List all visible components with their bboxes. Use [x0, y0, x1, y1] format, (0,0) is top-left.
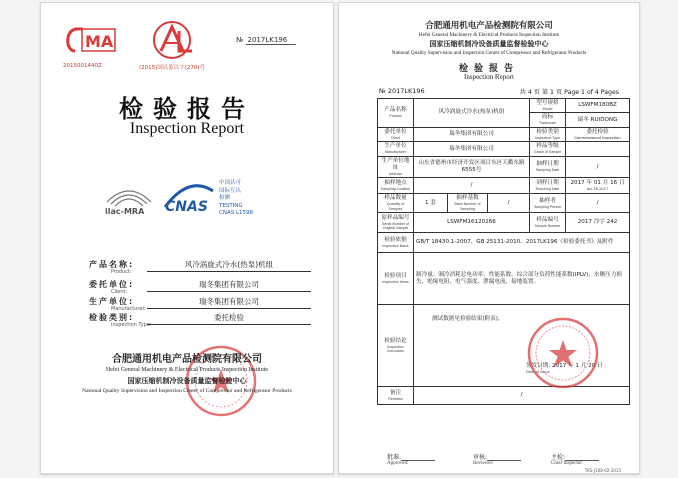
- table-cell-label: [530, 178, 566, 194]
- cma-license-number: 2015001440Z: [63, 63, 102, 69]
- table-cell-label: [530, 194, 566, 213]
- label-en: Manufacturer: [384, 150, 407, 155]
- field-value: 风冷涡旋式冷水(热泵)机组: [147, 259, 311, 272]
- red-seal-stamp-icon: [525, 315, 601, 391]
- cover-page: [40, 2, 334, 474]
- cnas-caption-line: 中国认可: [219, 180, 242, 186]
- cnas-caption-line: 检测: [219, 195, 231, 202]
- label-cn: 型号规格: [536, 100, 559, 106]
- reaching-date-value: [566, 178, 630, 194]
- report-org-name-cn: 合肥通用机电产品检测院有限公司: [425, 21, 553, 31]
- label-en: Quantity of Samples: [386, 202, 405, 211]
- report-center-name-en: National Quality Supervision and Inspection Center of Compressor and Refrigerator Products: [391, 50, 587, 56]
- trademark-value: 瑞冬 RUIDONG: [566, 113, 630, 127]
- table-cell-label: [378, 194, 414, 213]
- label-en: Serial Number of Original Sample: [382, 221, 409, 231]
- type-value-en: Commissioned Inspection: [574, 135, 621, 140]
- table-row: [378, 142, 630, 156]
- table-cell-label: [378, 305, 414, 387]
- type-value-cn: 委托检验: [586, 128, 609, 135]
- table-cell-label: [378, 253, 414, 305]
- sig-approved-en: Approved:: [387, 461, 409, 466]
- cal-license-number: (2015)国认监认字(270)号: [139, 65, 206, 71]
- label-en: Sampling Date: [535, 168, 560, 173]
- label-en: Client: [390, 135, 401, 140]
- cal-logo-icon: [137, 19, 207, 61]
- label-cn: 备注: [389, 390, 402, 397]
- label-cn: 抽样日期: [536, 161, 559, 168]
- label-cn: 产品名称: [384, 107, 407, 114]
- table-cell-label: [530, 127, 566, 141]
- table-cell-label: [378, 99, 414, 128]
- table-cell-label: [378, 178, 414, 194]
- table-cell-label: [530, 156, 566, 177]
- field-label: 检验类别:: [89, 313, 135, 322]
- label-cn: 委托单位: [384, 128, 407, 135]
- items-value: 制冷量、制冷消耗总电功率、性能系数、综合部分负荷性能系数(IPLV)、水侧压力损失、绝缘电阻、电气强度、泄漏电流、接地装置。: [414, 253, 630, 305]
- label-en: Inspection Conclusion: [386, 344, 405, 354]
- label-en: Model: [542, 106, 553, 111]
- table-row: [378, 253, 630, 305]
- field-label: 产品名称:: [89, 260, 135, 269]
- serial-number-value: LSWFM16120266: [414, 213, 530, 233]
- table-cell-label: [378, 387, 414, 405]
- reaching-date-en: Jan.16,2017: [586, 187, 609, 192]
- seam-seal-icon: [321, 238, 334, 298]
- field-label: 生产单位:: [89, 297, 135, 306]
- report-page: [338, 2, 640, 474]
- cover-org-name-en: Hefei General Machinery & Electrical Products Inspection Institute: [105, 367, 269, 373]
- report-org-name-en: Hefei General Machinery & Electrical Products Inspection Institute: [418, 32, 560, 38]
- label-en: Sampling Person: [533, 204, 562, 209]
- table-cell-label: [378, 156, 414, 177]
- ilac-mra-text: ilac-MRA: [105, 207, 145, 216]
- issue-date-en: Date of Issue: [526, 370, 550, 375]
- client-value: 瑞冬集团有限公司: [414, 127, 530, 141]
- field-value: 瑞冬集团有限公司: [147, 279, 311, 292]
- conclusion-value: 测试数据见检验结果(附表)。: [432, 316, 504, 323]
- sample-number-value: 2017 冷字 242: [566, 213, 630, 233]
- product-value: 风冷涡旋式冷水(热泵)机组: [414, 99, 530, 128]
- signature-reviewer: [473, 452, 521, 466]
- table-row: [378, 233, 630, 253]
- cnas-caption: [219, 180, 253, 218]
- table-row: [378, 178, 630, 194]
- issue-label: 签发日期:: [526, 363, 551, 370]
- cover-title-en: Inspection Report: [129, 120, 245, 137]
- cover-title-cn: 检验报告: [119, 94, 255, 123]
- quantity-value: 1 套: [414, 194, 448, 213]
- sig-reviewer-en: Reviewer:: [473, 461, 494, 466]
- table-cell-label: [530, 142, 566, 156]
- cover-report-number: [236, 36, 296, 45]
- report-number: № 2017LK196: [379, 87, 425, 95]
- label-en: Sample Number: [534, 224, 561, 229]
- sig-chief-en: Chief Inspector:: [551, 461, 584, 466]
- cover-center-name-en: National Quality Supervision and Inspection Center of Compressor and Refrigerator Products: [82, 388, 292, 394]
- ilac-mra-logo-icon: [101, 178, 157, 218]
- sig-reviewer-label: 审核:: [473, 454, 488, 461]
- label-cn: 样品编号: [536, 217, 559, 224]
- table-row: [378, 99, 630, 113]
- signature-chief: [551, 452, 599, 466]
- label-en: Sampling Location: [380, 187, 411, 192]
- label-en: Product: [389, 114, 402, 119]
- field-label-en: Client:: [111, 289, 128, 295]
- sampling-date-value: /: [566, 156, 630, 177]
- table-row: [378, 194, 630, 213]
- label-cn: 到样日期: [536, 180, 559, 187]
- cma-logo-text: MA: [85, 32, 114, 51]
- seam-seal-icon: [338, 238, 351, 298]
- report-title-en: Inspection Report: [464, 73, 514, 81]
- inspection-type-value: [566, 127, 630, 141]
- table-cell-label: [378, 127, 414, 141]
- label-en: Base Number of Sampling: [454, 202, 481, 211]
- issue-date-value: 2017 年 1 月 20 日: [552, 363, 603, 370]
- cover-org-name-cn: 合肥通用机电产品检测院有限公司: [112, 354, 262, 365]
- sampling-base-value: /: [488, 194, 530, 213]
- table-row: [378, 156, 630, 177]
- cma-logo-icon: [63, 21, 117, 59]
- label-cn: 抽样者: [539, 197, 556, 204]
- cnas-text: CNAS: [165, 199, 208, 215]
- report-title-cn: 检验报告: [458, 64, 519, 74]
- basis-value: GB/T 18430.1-2007、GB 25131-2010、2017LK196《检验委托书》及附件: [414, 233, 630, 253]
- sampler-value: /: [566, 194, 630, 213]
- label-cn: 样品数量: [384, 195, 407, 202]
- label-cn: 生产单位: [384, 143, 407, 150]
- label-cn: 抽样基数: [456, 195, 479, 202]
- report-center-name-cn: 国家压缩机制冷设备质量监督检验中心: [429, 40, 549, 48]
- label-cn: 生产单位地址: [381, 157, 410, 171]
- cover-no-value: 2017LK196: [246, 36, 296, 45]
- field-label: 委托单位:: [89, 280, 135, 289]
- cnas-logo-icon: [161, 181, 217, 215]
- table-row: [378, 213, 630, 233]
- label-cn: 样品等级: [536, 143, 559, 150]
- remarks-value: /: [414, 387, 630, 405]
- label-cn: 商标: [541, 114, 554, 121]
- table-cell-label: [378, 233, 414, 253]
- field-label-en: Product:: [111, 269, 132, 275]
- label-cn: 检验类别: [536, 128, 559, 135]
- label-en: Inspection Basis: [382, 244, 409, 249]
- field-value: 瑞冬集团有限公司: [147, 296, 311, 309]
- label-en: Address: [388, 171, 403, 176]
- table-cell-label: [448, 194, 488, 213]
- table-cell-label: [530, 99, 566, 113]
- table-cell-label: [378, 142, 414, 156]
- table-cell-label: [530, 213, 566, 233]
- cnas-caption-line: TESTING: [219, 202, 243, 209]
- label-cn: 检验依据: [384, 237, 407, 244]
- sig-chief-label: 主检:: [551, 454, 566, 461]
- manufacturer-value: 瑞冬集团有限公司: [414, 142, 530, 156]
- signature-approved: [387, 452, 435, 466]
- label-cn: 检验项目: [384, 273, 407, 280]
- label-en: Inspection Type: [534, 135, 561, 140]
- address-value: 山东省德州市经济开发区项目东区天衢东路6555号: [414, 156, 530, 177]
- reaching-date-cn: 2017 年 01 月 16 日: [570, 180, 625, 187]
- label-cn: 检验结论: [384, 337, 407, 344]
- sig-approved-label: 批准:: [387, 454, 402, 461]
- label-en: Grade of Sample: [533, 150, 562, 155]
- field-label-en: Inspection Type:: [111, 322, 152, 328]
- table-cell-label: [530, 113, 566, 127]
- form-number: TKS-J108-02-2015: [584, 468, 621, 473]
- table-row: [378, 127, 630, 141]
- label-en: Trademark: [538, 121, 557, 126]
- cnas-caption-line: 国际互认: [219, 187, 242, 194]
- cover-center-name-cn: 国家压缩机制冷设备质量监督检验中心: [127, 377, 247, 385]
- cover-no-label: №: [236, 36, 244, 44]
- label-en: Reaching Date: [535, 187, 560, 192]
- model-value: LSWFM180BZ: [566, 99, 630, 113]
- grade-value: [566, 142, 630, 156]
- cnas-caption-line: CNAS L1598: [219, 210, 254, 217]
- field-label-en: Manufacturer:: [111, 306, 147, 312]
- sampling-location-value: /: [414, 178, 530, 194]
- label-cn: 抽样地点: [384, 180, 407, 187]
- table-cell-label: [378, 213, 414, 233]
- label-cn: 原样品编号: [381, 214, 410, 221]
- label-en: Remarks: [388, 397, 403, 402]
- field-value: 委托检验: [147, 312, 311, 325]
- page-indicator: 共 4 页 第 1 页 Page 1 of 4 Pages: [519, 89, 619, 96]
- label-en: Inspection Items: [382, 280, 409, 285]
